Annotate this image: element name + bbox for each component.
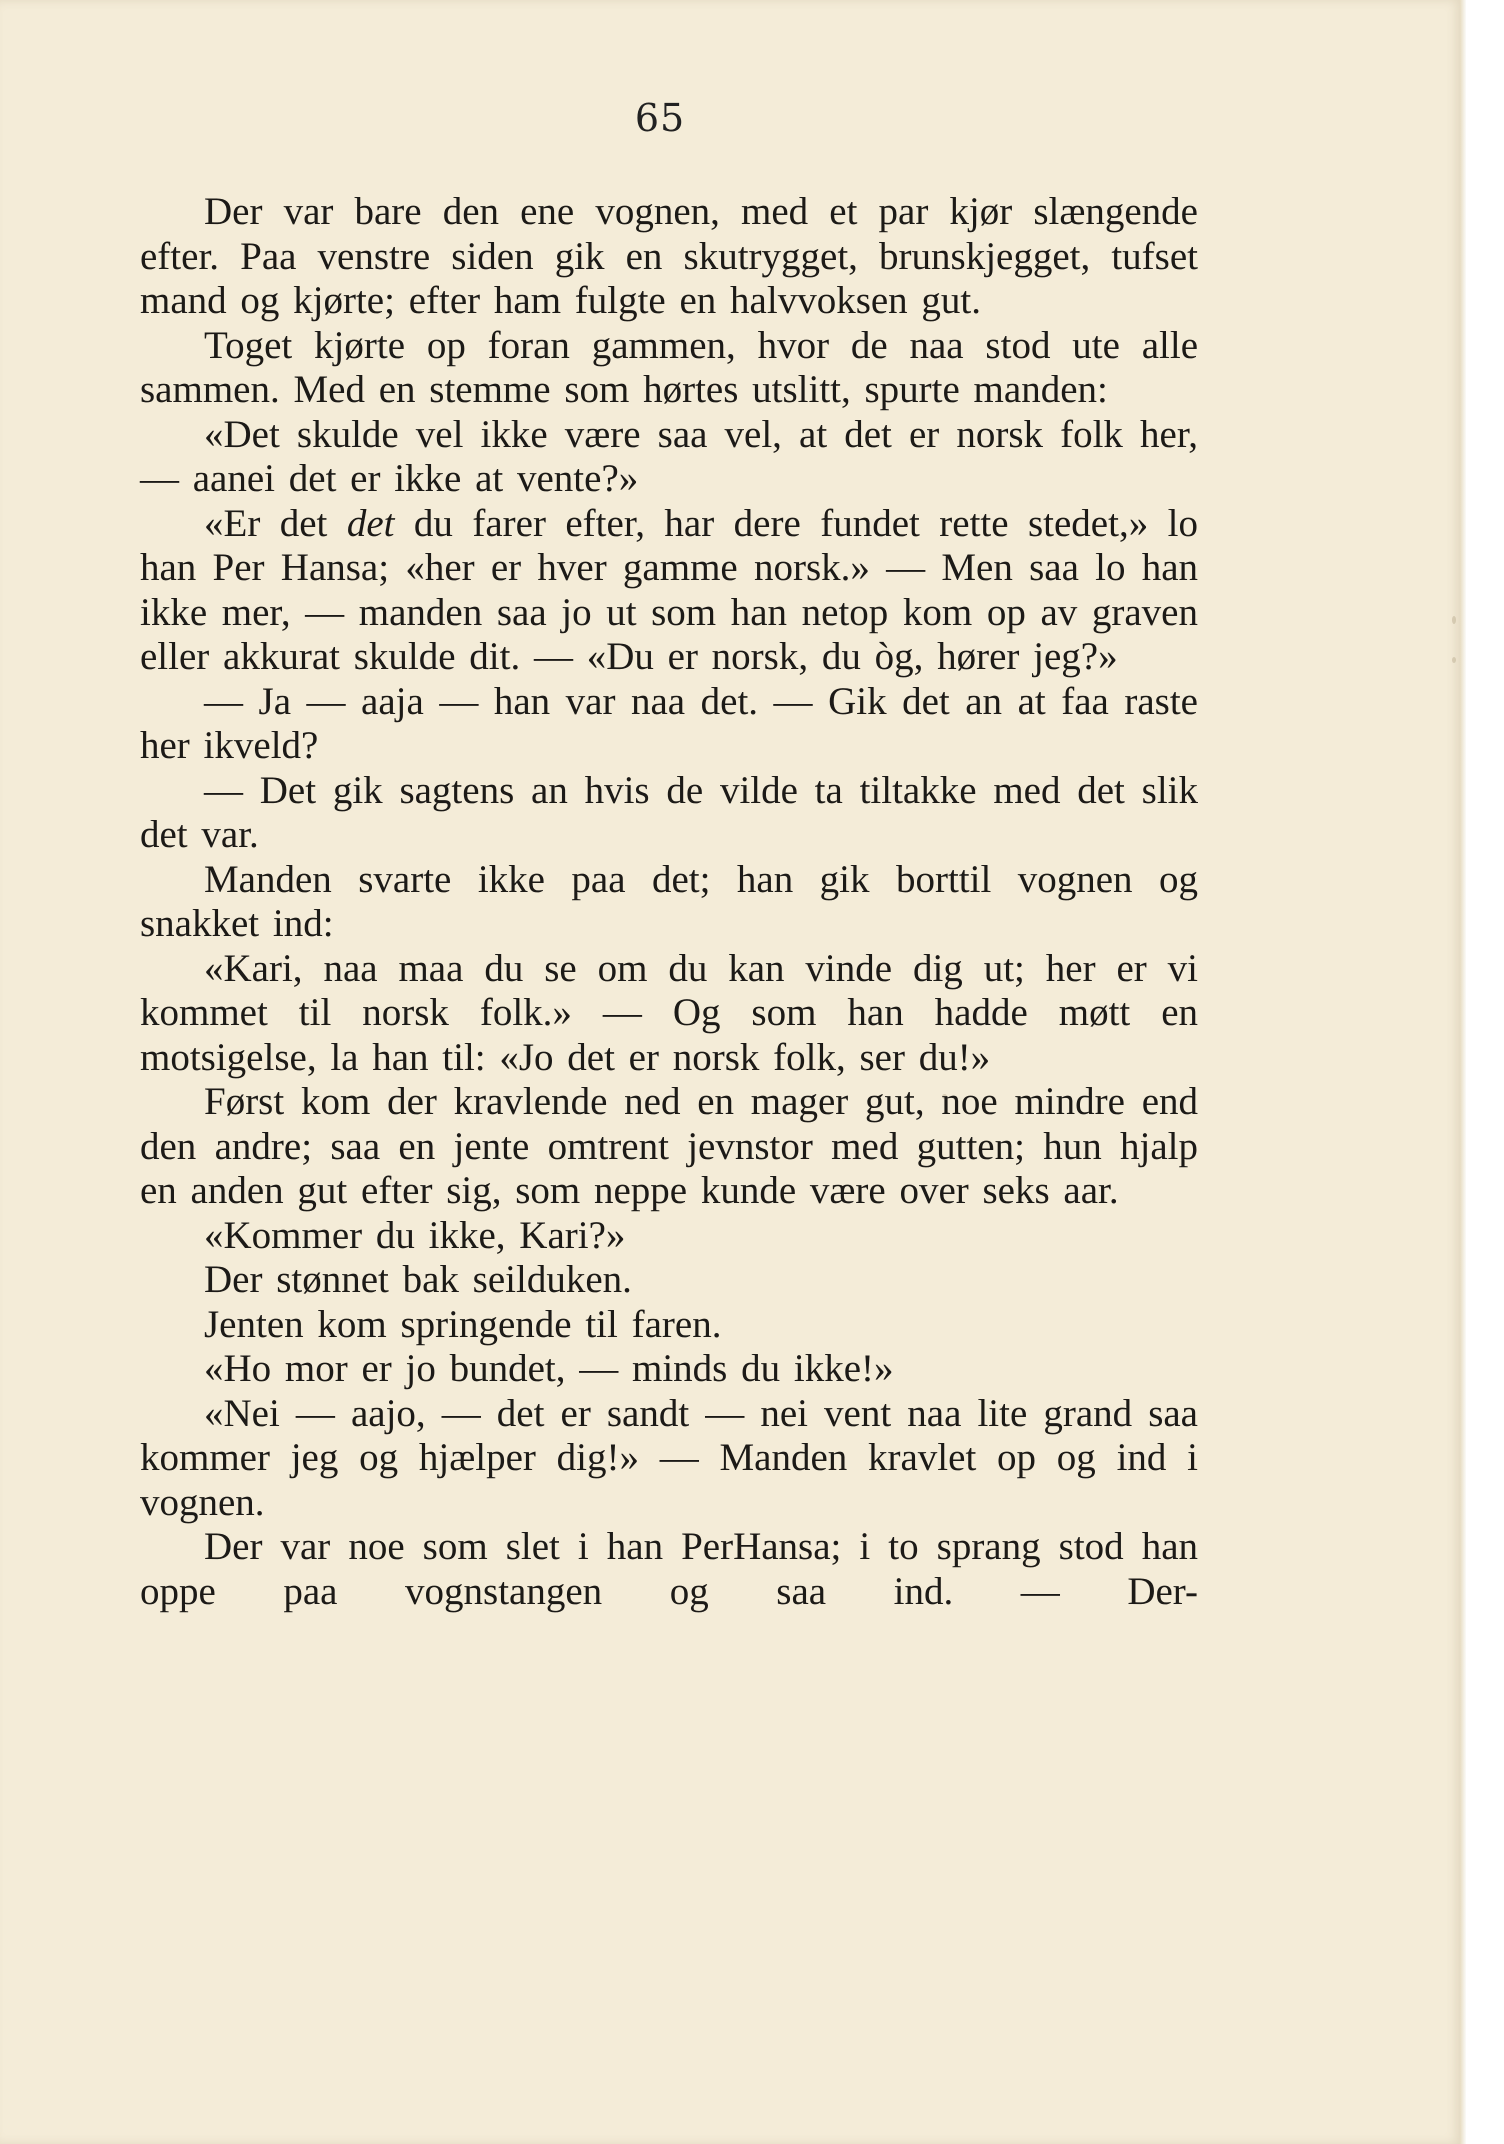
paragraph-text: du farer efter, har dere fundet rette stedet,» lo han Per Hansa; «her er hver gamme norsk.» — Men saa lo han ikke mer, — manden saa jo ut som han netop kom op av graven eller akkurat skulde dit. — «Du er norsk, du òg, hører jeg?» xyxy=(140,501,1198,678)
paragraph: Der var noe som slet i han PerHansa; i to sprang stod han oppe paa vognstangen og saa ind. — Der- xyxy=(140,1525,1198,1613)
paragraph xyxy=(140,502,1198,680)
paragraph-text: «Er det xyxy=(204,501,347,545)
paragraph: Manden svarte ikke paa det; han gik borttil vognen og snakket ind: xyxy=(140,857,1198,945)
emphasized-word: det xyxy=(346,501,395,545)
paper-speck xyxy=(1452,657,1456,663)
body-text xyxy=(140,190,1198,1614)
paragraph: Der var bare den ene vognen, med et par kjør slængende efter. Paa venstre siden gik en skutrygget, brunskjegget, tufset mand og kjørte; efter ham fulgte en halvvoksen gut. xyxy=(140,190,1198,322)
paragraph: Jenten kom springende til faren. xyxy=(204,1302,722,1346)
paragraph: Der stønnet bak seilduken. xyxy=(204,1258,632,1301)
paragraph: «Kommer du ikke, Kari?» xyxy=(204,1213,626,1257)
paper-speck xyxy=(1452,616,1456,624)
paragraph: «Ho mor er jo bundet, — minds du ikke!» xyxy=(204,1347,894,1390)
paragraph: «Det skulde vel ikke være saa vel, at det er norsk folk her, — aanei det er ikke at vente?» xyxy=(140,412,1198,500)
page-edge xyxy=(1460,0,1466,2144)
paragraph: — Ja — aaja — han var naa det. — Gik det an at faa raste her ikveld? xyxy=(140,679,1198,767)
paragraph: «Kari, naa maa du se om du kan vinde dig ut; her er vi kommet til norsk folk.» — Og som han hadde møtt en motsigelse, la han til: «Jo det er norsk folk, ser du!» xyxy=(140,946,1198,1079)
paragraph: «Nei — aajo, — det er sandt — nei vent naa lite grand saa kommer jeg og hjælper dig!» — Manden kravlet op og ind i vognen. xyxy=(140,1391,1198,1524)
page-number: 65 xyxy=(634,96,686,140)
paragraph: Først kom der kravlende ned en mager gut, noe mindre end den andre; saa en jente omtrent jevnstor med gutten; hun hjalp en anden gut efter sig, som neppe kunde være over seks aar. xyxy=(140,1080,1198,1212)
paragraph: — Det gik sagtens an hvis de vilde ta tiltakke med det slik det var. xyxy=(140,768,1198,856)
paragraph: Toget kjørte op foran gammen, hvor de naa stod ute alle sammen. Med en stemme som hørtes utslitt, spurte manden: xyxy=(140,323,1198,411)
